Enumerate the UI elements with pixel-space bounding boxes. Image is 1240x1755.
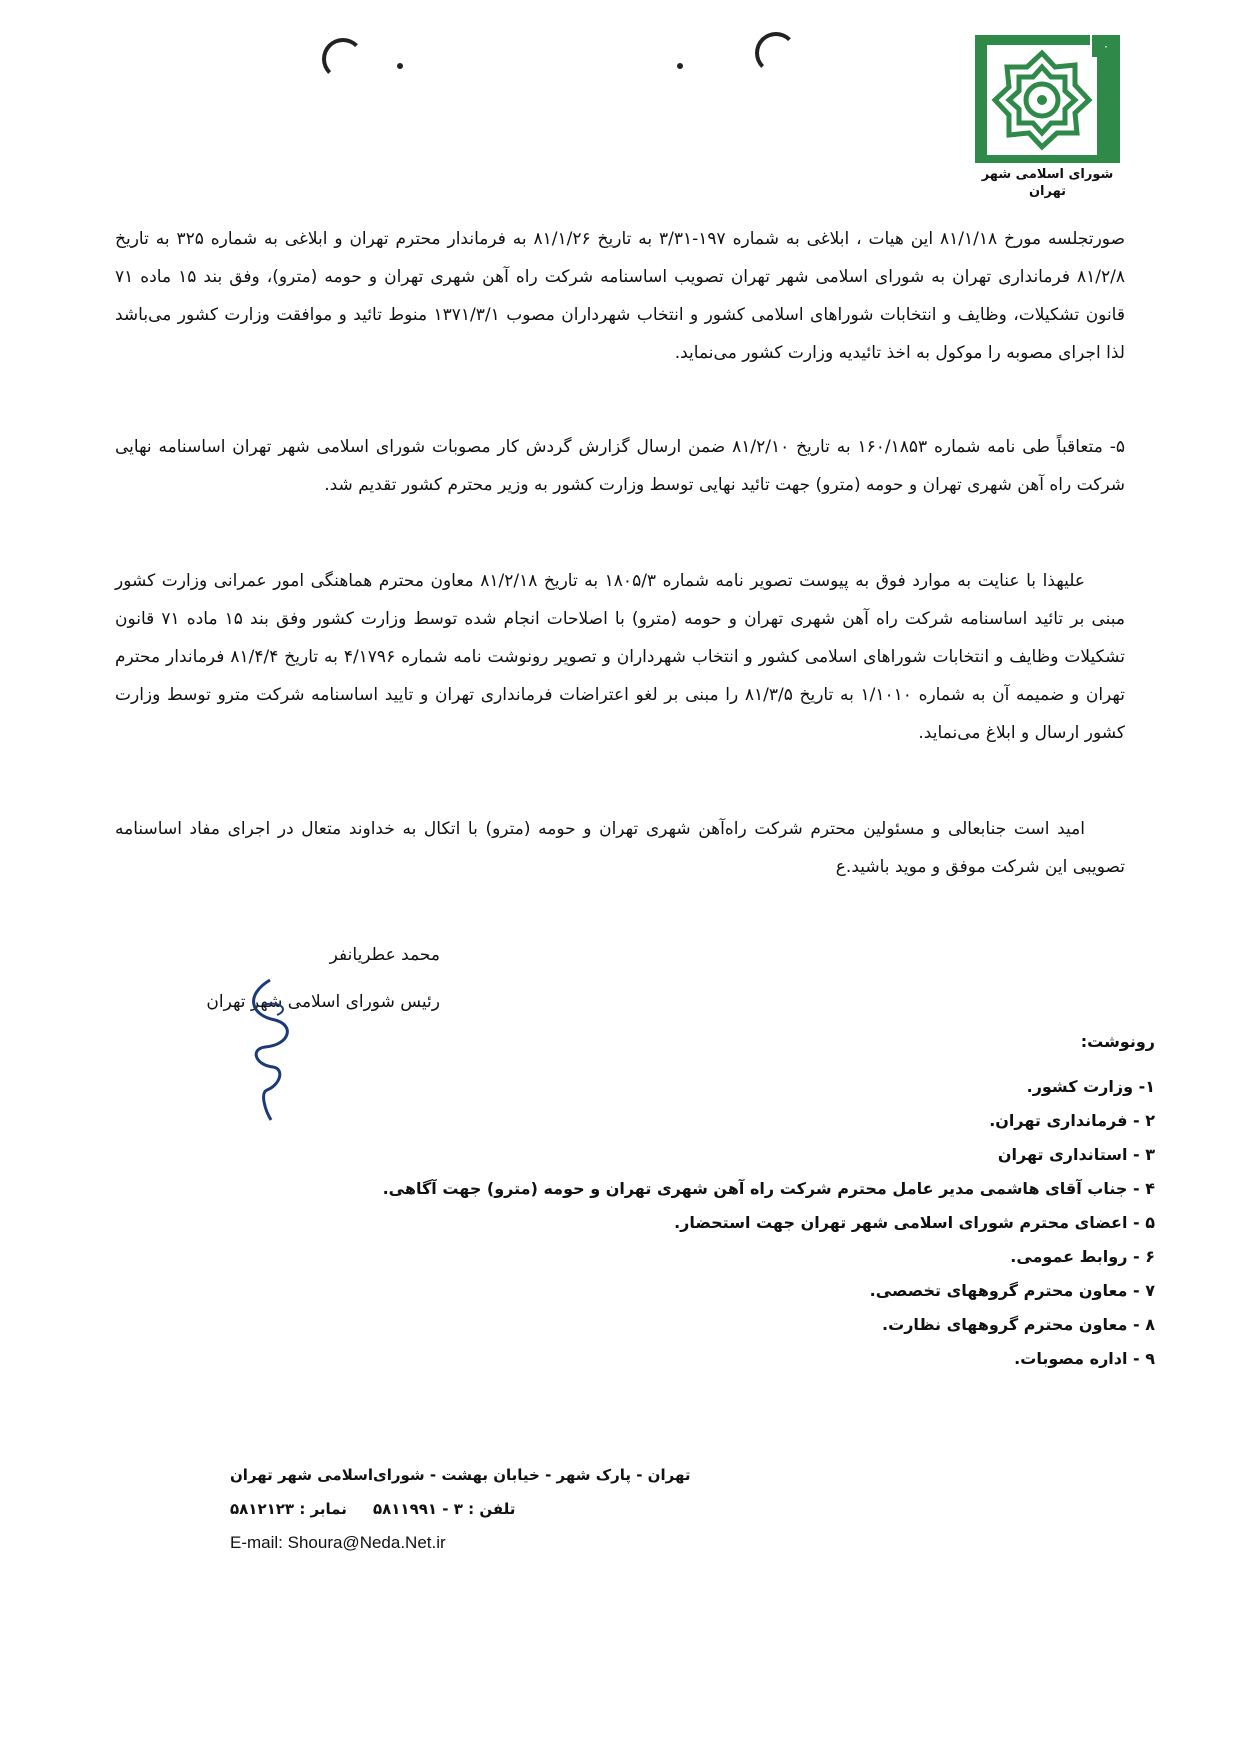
- footer-email[interactable]: E-mail: Shoura@Neda.Net.ir: [230, 1533, 446, 1552]
- logo-caption-line2: تهران: [1028, 184, 1067, 199]
- footer-phone: تلفن : ۳ - ۵۸۱۱۹۹۱: [372, 1500, 516, 1518]
- list-item: ۸ - معاون محترم گروههای نظارت.: [882, 1315, 1155, 1334]
- paragraph-2: ۵- متعاقباً طی نامه شماره ۱۶۰/۱۸۵۳ به تاریخ ۸۱/۲/۱۰ ضمن ارسال گزارش گردش کار مصوبات شورای اسلامی شهر تهران اساسنامه نهایی شرکت راه آهن شهری تهران و حومه (مترو) جهت تائید نهایی توسط وزارت کشور به وزیر محترم کشور تقدیم شد.: [115, 437, 1125, 495]
- paragraph-4: امید است جنابعالی و مسئولین محترم شرکت راه‌آهن شهری تهران و حومه (مترو) با اتکال به خداوند متعال در اجرای مفاد اساسنامه تصویبی این شرکت موفق و موید باشید.ع: [115, 819, 1125, 877]
- punch-dot-right: [677, 63, 683, 69]
- paragraph-1: صورتجلسه مورخ ۸۱/۱/۱۸ این هیات ، ابلاغی به شماره ۱۹۷-۳/۳۱ به تاریخ ۸۱/۱/۲۶ به فرماندار محترم تهران و ابلاغی به شماره ۳۲۵ به تاریخ ۸۱/۲/۸ فرمانداری تهران به شورای اسلامی شهر تهران تصویب اساسنامه شرکت راه آهن شهری تهران و حومه (مترو)، وفق بند ۱۵ ماده ۷۱ قانون تشکیلات، وظایف و انتخابات شوراهای اسلامی کشور و انتخاب شهرداران مصوب ۱۳۷۱/۳/۱ منوط تائید و موافقت وزارت کشور می‌باشد لذا اجرای مصوبه را موکول به اخذ تائیدیه وزارت کشور می‌نماید.: [115, 229, 1126, 363]
- copies-list: [382, 1070, 1155, 1376]
- punch-mark-left: [322, 38, 364, 80]
- list-item: ۳ - استانداری تهران: [997, 1145, 1155, 1164]
- copies-heading: رونوشت:: [1080, 1032, 1155, 1051]
- punch-mark-right: [755, 32, 797, 74]
- footer-contact: [230, 1500, 515, 1518]
- rosette-icon: [987, 45, 1097, 155]
- logo-emblem: [975, 35, 1120, 163]
- punch-dot-left: [397, 63, 403, 69]
- list-item: ۷ - معاون محترم گروههای تخصصی.: [869, 1281, 1155, 1300]
- signatory-name: محمد عطریانفر: [329, 945, 440, 965]
- list-item: ۴ - جناب آقای هاشمی مدیر عامل محترم شرکت راه آهن شهری تهران و حومه (مترو) جهت آگاهی.: [382, 1179, 1155, 1198]
- list-item: ۶ - روابط عمومی.: [1010, 1247, 1155, 1266]
- logo-corner-tab: ۰: [1090, 35, 1120, 57]
- handwritten-signature: [235, 975, 305, 1125]
- list-item: ۹ - اداره مصوبات.: [1014, 1349, 1155, 1368]
- logo-caption-line1: شورای اسلامی شهر: [981, 167, 1114, 182]
- logo-caption: [975, 166, 1120, 200]
- council-logo: [975, 35, 1120, 205]
- list-item: ۲ - فرمانداری تهران.: [989, 1111, 1155, 1130]
- paragraph-3: علیهذا با عنایت به موارد فوق به پیوست تصویر نامه شماره ۱۸۰۵/۳ به تاریخ ۸۱/۲/۱۸ معاون محترم هماهنگی امور عمرانی وزارت کشور مبنی بر تائید اساسنامه شرکت راه آهن شهری تهران و حومه (مترو) با اصلاحات انجام شده توسط وزارت کشور وفق بند ۱۵ ماده ۷۱ قانون تشکیلات وظایف و انتخابات شوراهای اسلامی کشور و انتخاب شهرداران و تصویر رونوشت نامه شماره ۴/۱۷۹۶ به تاریخ ۸۱/۴/۴ فرماندار محترم تهران و ضمیمه آن به شماره ۱/۱۰۱۰ به تاریخ ۸۱/۳/۵ را مبنی بر لغو اعتراضات فرمانداری تهران و تایید اساسنامه شرکت مترو توسط وزارت کشور ارسال و ابلاغ می‌نماید.: [115, 571, 1125, 743]
- list-item: ۱- وزارت کشور.: [1026, 1077, 1155, 1096]
- footer-address: تهران - پارک شهر - خیابان بهشت - شورای‌اسلامی شهر تهران: [230, 1466, 691, 1484]
- signatory-title: رئیس شورای اسلامی شهر تهران: [206, 992, 440, 1012]
- footer-fax: نمابر : ۵۸۱۲۱۲۳: [230, 1500, 347, 1518]
- list-item: ۵ - اعضای محترم شورای اسلامی شهر تهران جهت استحضار.: [674, 1213, 1155, 1232]
